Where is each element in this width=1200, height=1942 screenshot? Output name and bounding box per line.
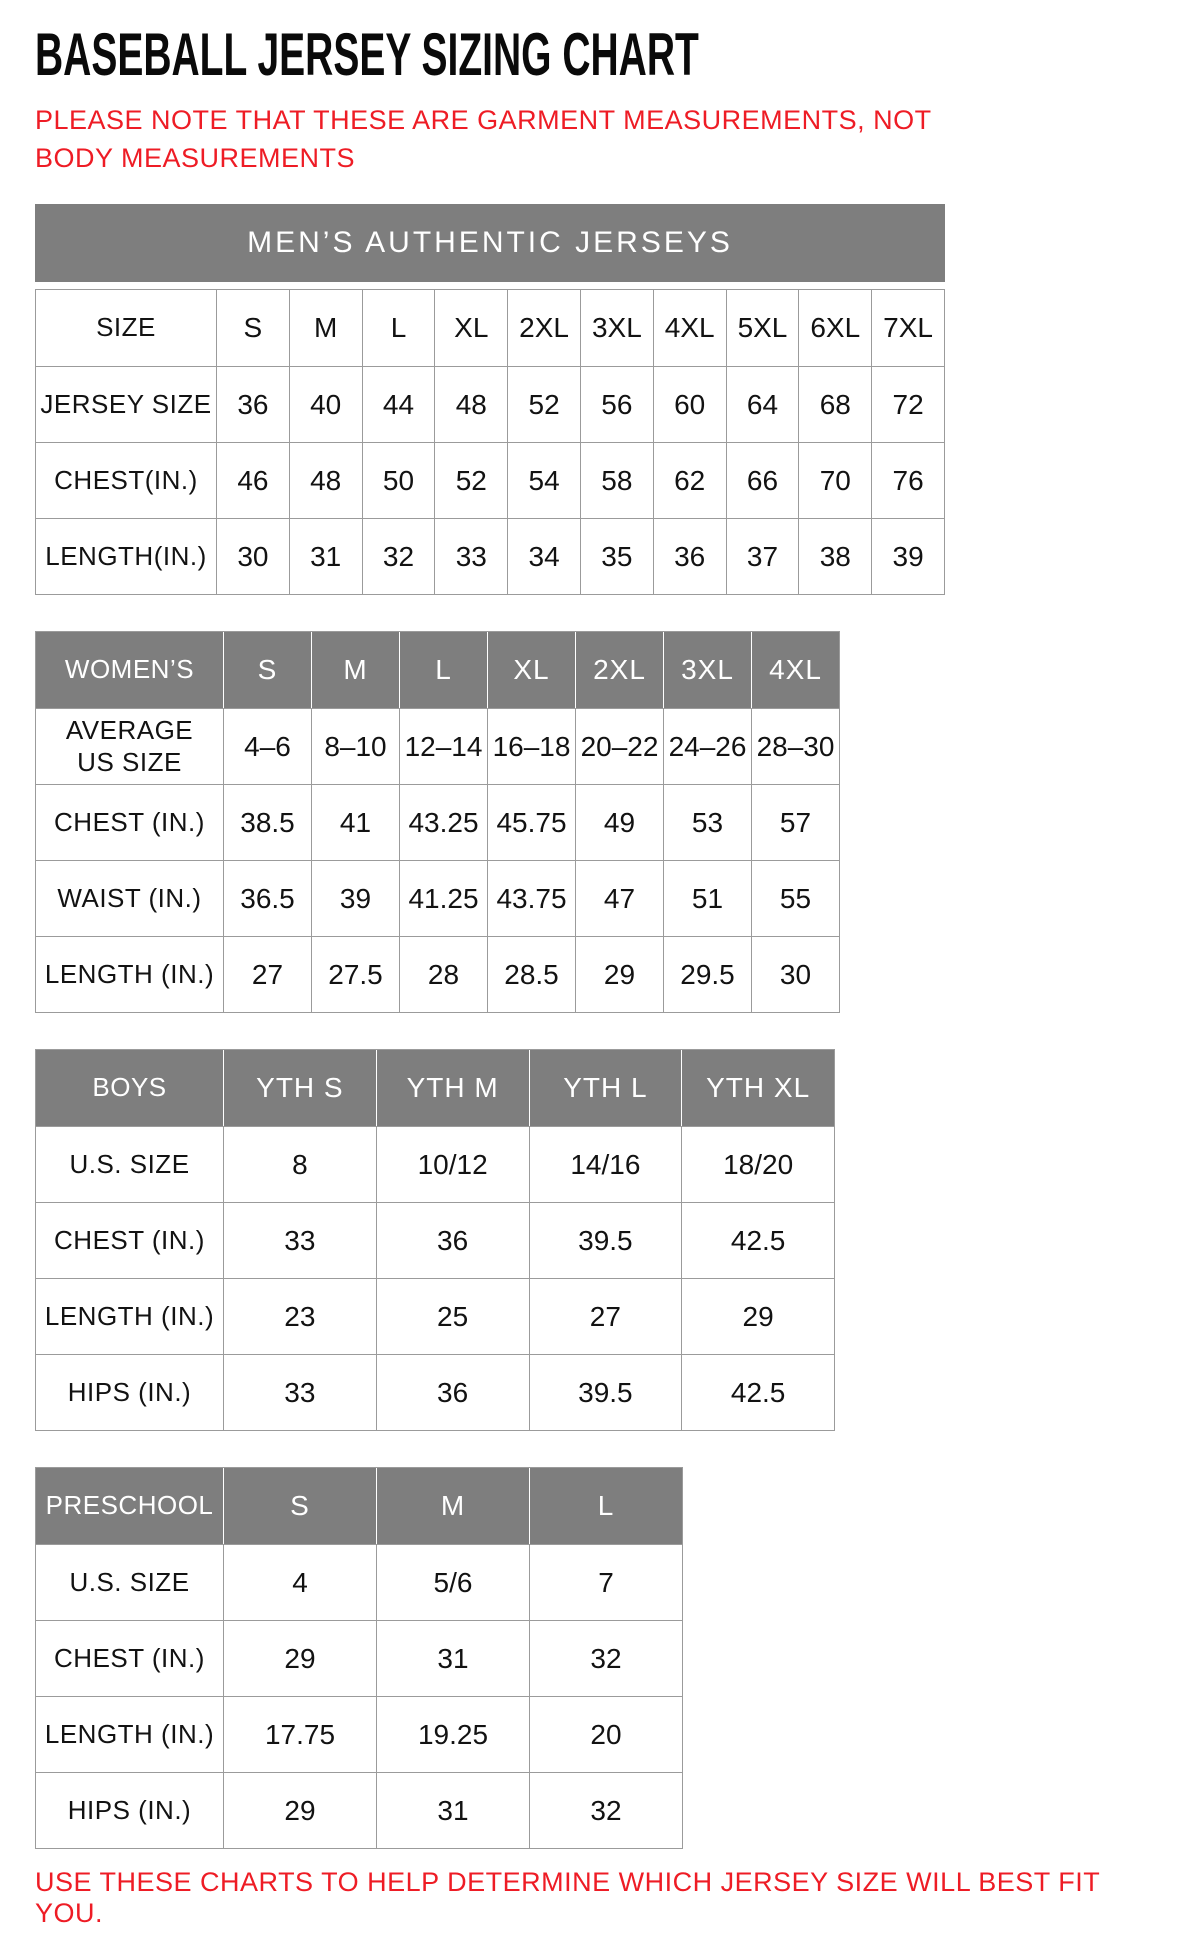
size-header-cell: YTH XL: [681, 1050, 834, 1126]
value-cell: 2XL: [507, 290, 580, 366]
value-cell: 64: [726, 366, 799, 442]
value-cell: 48: [289, 442, 362, 518]
value-cell: 31: [376, 1620, 529, 1696]
table-row: [36, 1544, 682, 1620]
table-name-cell: WOMEN’S: [36, 632, 223, 708]
table-row: [36, 860, 839, 936]
value-cell: 39: [871, 518, 944, 594]
value-cell: 29: [575, 936, 663, 1012]
value-cell: 33: [223, 1354, 376, 1430]
value-cell: 43.75: [487, 860, 575, 936]
header-row: [36, 632, 839, 708]
table-row: [36, 290, 944, 366]
table-row: [36, 708, 839, 784]
value-cell: 45.75: [487, 784, 575, 860]
value-cell: 54: [507, 442, 580, 518]
row-label-cell: LENGTH (IN.): [36, 1278, 223, 1354]
value-cell: 8: [223, 1126, 376, 1202]
value-cell: 31: [376, 1772, 529, 1848]
table-name-cell: BOYS: [36, 1050, 223, 1126]
value-cell: 29: [223, 1772, 376, 1848]
value-cell: 36: [653, 518, 726, 594]
table-row: [36, 1202, 834, 1278]
row-label-cell: SIZE: [96, 312, 156, 343]
value-cell: 52: [434, 442, 507, 518]
row-label-cell: WAIST (IN.): [36, 860, 223, 936]
value-cell: 7: [529, 1544, 682, 1620]
row-label-cell: CHEST (IN.): [36, 784, 223, 860]
value-cell: 29: [681, 1278, 834, 1354]
row-label-cell: U.S. SIZE: [36, 1126, 223, 1202]
value-cell: 32: [529, 1772, 682, 1848]
size-header-cell: 3XL: [663, 632, 751, 708]
value-cell: 25: [376, 1278, 529, 1354]
value-cell: 46: [216, 442, 289, 518]
row-label-cell: LENGTH(IN.): [36, 518, 216, 594]
value-cell: XL: [434, 290, 507, 366]
value-cell: 43.25: [399, 784, 487, 860]
value-cell: 38.5: [223, 784, 311, 860]
value-cell: 31: [289, 518, 362, 594]
value-cell: 39.5: [529, 1202, 682, 1278]
value-cell: 29.5: [663, 936, 751, 1012]
table-row: [36, 1620, 682, 1696]
mens-table-section: [35, 204, 1170, 595]
value-cell: 27.5: [311, 936, 399, 1012]
value-cell: 8–10: [311, 708, 399, 784]
page-title: BASEBALL JERSEY SIZING CHART: [35, 21, 699, 88]
value-cell: 66: [726, 442, 799, 518]
value-cell: 18/20: [681, 1126, 834, 1202]
value-cell: 7XL: [871, 290, 944, 366]
value-cell: 56: [580, 366, 653, 442]
value-cell: 29: [223, 1620, 376, 1696]
table-row: [36, 1772, 682, 1848]
value-cell: 20–22: [575, 708, 663, 784]
womens-sizing-table: [35, 631, 840, 1013]
value-cell: 10/12: [376, 1126, 529, 1202]
row-label-cell: LENGTH (IN.): [36, 936, 223, 1012]
value-cell: 4: [223, 1544, 376, 1620]
value-cell: 37: [726, 518, 799, 594]
value-cell: 33: [223, 1202, 376, 1278]
value-cell: 36.5: [223, 860, 311, 936]
value-cell: 12–14: [399, 708, 487, 784]
table-row: [36, 518, 944, 594]
preschool-sizing-table: [35, 1467, 683, 1849]
value-cell: 20: [529, 1696, 682, 1772]
size-header-cell: XL: [487, 632, 575, 708]
value-cell: 33: [434, 518, 507, 594]
size-header-cell: YTH L: [529, 1050, 682, 1126]
size-header-cell: L: [399, 632, 487, 708]
value-cell: 34: [507, 518, 580, 594]
value-cell: 28: [399, 936, 487, 1012]
value-cell: 16–18: [487, 708, 575, 784]
value-cell: 72: [871, 366, 944, 442]
value-cell: 44: [362, 366, 435, 442]
value-cell: 47: [575, 860, 663, 936]
row-label-cell: CHEST (IN.): [36, 1620, 223, 1696]
value-cell: 4–6: [223, 708, 311, 784]
value-cell: 38: [798, 518, 871, 594]
value-cell: 55: [751, 860, 839, 936]
value-cell: 23: [223, 1278, 376, 1354]
value-cell: 36: [376, 1354, 529, 1430]
value-cell: 32: [529, 1620, 682, 1696]
table-row: [36, 936, 839, 1012]
value-cell: 68: [798, 366, 871, 442]
row-label-cell: CHEST (IN.): [36, 1202, 223, 1278]
value-cell: 58: [580, 442, 653, 518]
value-cell: 57: [751, 784, 839, 860]
value-cell: 27: [223, 936, 311, 1012]
row-label-cell: HIPS (IN.): [36, 1772, 223, 1848]
value-cell: 40: [289, 366, 362, 442]
size-header-cell: S: [223, 1468, 376, 1544]
value-cell: S: [216, 290, 289, 366]
value-cell: 35: [580, 518, 653, 594]
value-cell: 19.25: [376, 1696, 529, 1772]
footer-note: USE THESE CHARTS TO HELP DETERMINE WHICH JERSEY SIZE WILL BEST FIT YOU.: [35, 1866, 1100, 1928]
value-cell: 39.5: [529, 1354, 682, 1430]
value-cell: 50: [362, 442, 435, 518]
value-cell: 53: [663, 784, 751, 860]
size-header-cell: L: [529, 1468, 682, 1544]
row-label-cell: JERSEY SIZE: [36, 366, 216, 442]
value-cell: 39: [311, 860, 399, 936]
size-header-cell: YTH M: [376, 1050, 529, 1126]
value-cell: 36: [216, 366, 289, 442]
value-cell: 24–26: [663, 708, 751, 784]
value-cell: 17.75: [223, 1696, 376, 1772]
womens-table-section: [35, 631, 1170, 1013]
size-header-cell: S: [223, 632, 311, 708]
value-cell: 27: [529, 1278, 682, 1354]
value-cell: 70: [798, 442, 871, 518]
value-cell: 41: [311, 784, 399, 860]
row-label-cell: LENGTH (IN.): [36, 1696, 223, 1772]
table-row: [36, 1126, 834, 1202]
value-cell: 30: [216, 518, 289, 594]
table-row: [36, 366, 944, 442]
row-label-cell: U.S. SIZE: [36, 1544, 223, 1620]
header-row: [36, 1050, 834, 1126]
value-cell: 49: [575, 784, 663, 860]
row-label-cell: CHEST(IN.): [36, 442, 216, 518]
value-cell: 4XL: [653, 290, 726, 366]
header-row: [36, 1468, 682, 1544]
value-cell: 36: [376, 1202, 529, 1278]
value-cell: 32: [362, 518, 435, 594]
value-cell: 42.5: [681, 1202, 834, 1278]
value-cell: 5XL: [726, 290, 799, 366]
size-header-cell: 2XL: [575, 632, 663, 708]
table-row: [36, 442, 944, 518]
size-header-cell: M: [311, 632, 399, 708]
value-cell: 5/6: [376, 1544, 529, 1620]
table-row: [36, 1278, 834, 1354]
boys-table-section: [35, 1049, 1170, 1431]
table-row: [36, 1354, 834, 1430]
value-cell: 76: [871, 442, 944, 518]
row-label-cell: HIPS (IN.): [36, 1354, 223, 1430]
value-cell: 14/16: [529, 1126, 682, 1202]
value-cell: 3XL: [580, 290, 653, 366]
size-header-cell: YTH S: [223, 1050, 376, 1126]
value-cell: 52: [507, 366, 580, 442]
table-name-cell: PRESCHOOL: [36, 1468, 223, 1544]
value-cell: 48: [434, 366, 507, 442]
value-cell: 6XL: [798, 290, 871, 366]
value-cell: M: [289, 290, 362, 366]
value-cell: 51: [663, 860, 751, 936]
value-cell: 28.5: [487, 936, 575, 1012]
value-cell: 30: [751, 936, 839, 1012]
size-header-cell: 4XL: [751, 632, 839, 708]
table-row: [36, 1696, 682, 1772]
mens-table-title: MEN’S AUTHENTIC JERSEYS: [35, 204, 945, 282]
value-cell: 60: [653, 366, 726, 442]
value-cell: 42.5: [681, 1354, 834, 1430]
value-cell: 41.25: [399, 860, 487, 936]
row-label-cell: AVERAGE US SIZE: [36, 708, 223, 784]
value-cell: L: [362, 290, 435, 366]
garment-measurements-note: PLEASE NOTE THAT THESE ARE GARMENT MEASUREMENTS, NOT BODY MEASUREMENTS: [35, 105, 932, 173]
table-row: [36, 784, 839, 860]
value-cell: 62: [653, 442, 726, 518]
size-header-cell: M: [376, 1468, 529, 1544]
value-cell: 28–30: [751, 708, 839, 784]
boys-sizing-table: [35, 1049, 835, 1431]
mens-sizing-table: [35, 289, 945, 595]
preschool-table-section: [35, 1467, 1170, 1849]
